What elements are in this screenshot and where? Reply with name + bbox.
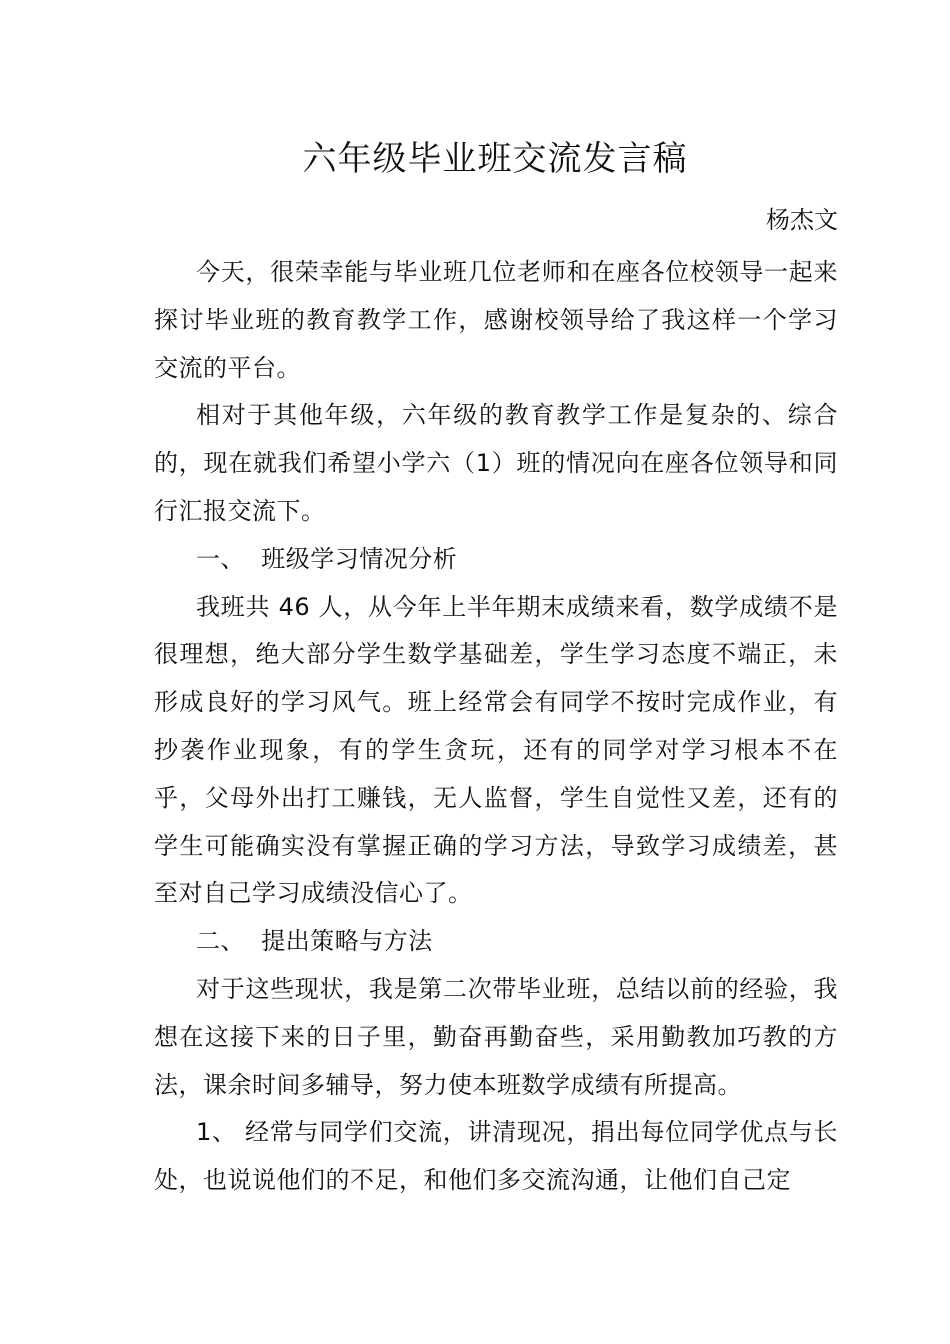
paragraph-context: 相对于其他年级，六年级的教育教学工作是复杂的、综合的，现在就我们希望小学六（1）班的情况向在座各位领导和同行汇报交流下。 bbox=[154, 401, 838, 525]
paragraph-point-1: 1、 经常与同学们交流，讲清现况，捐出每位同学优点与长处，也说说他们的不足，和他们多交流沟通，让他们自己定 bbox=[154, 1118, 838, 1195]
document-body bbox=[154, 249, 838, 1205]
author-name: 杨杰文 bbox=[766, 206, 838, 234]
paragraph-strategy: 对于这些现状，我是第二次带毕业班，总结以前的经验，我想在这接下来的日子里，勤奋再勤奋些，采用勤教加巧教的方法，课余时间多辅导，努力使本班数学成绩有所提高。 bbox=[154, 974, 838, 1099]
document-title: 六年级毕业班交流发言稿 bbox=[302, 139, 688, 179]
section-heading-2: 二、 提出策略与方法 bbox=[196, 927, 433, 956]
section-heading-1: 一、 班级学习情况分析 bbox=[196, 544, 458, 573]
paragraph-intro: 今天，很荣幸能与毕业班几位老师和在座各位校领导一起来探讨毕业班的教育教学工作，感谢校领导给了我这样一个学习交流的平台。 bbox=[154, 258, 838, 382]
paragraph-analysis: 我班共 46 人，从今年上半年期末成绩来看，数学成绩不是很理想，绝大部分学生数学基础差，学生学习态度不端正，未形成良好的学习风气。班上经常会有同学不按时完成作业，有抄袭作业现象，有的学生贪玩，还有的同学对学习根本不在乎，父母外出打工赚钱，无人监督，学生自觉性又差，还有的学生可能确实没有掌握正确的学习方法，导致学习成绩差，甚至对自己学习成绩没信心了。 bbox=[154, 592, 838, 908]
